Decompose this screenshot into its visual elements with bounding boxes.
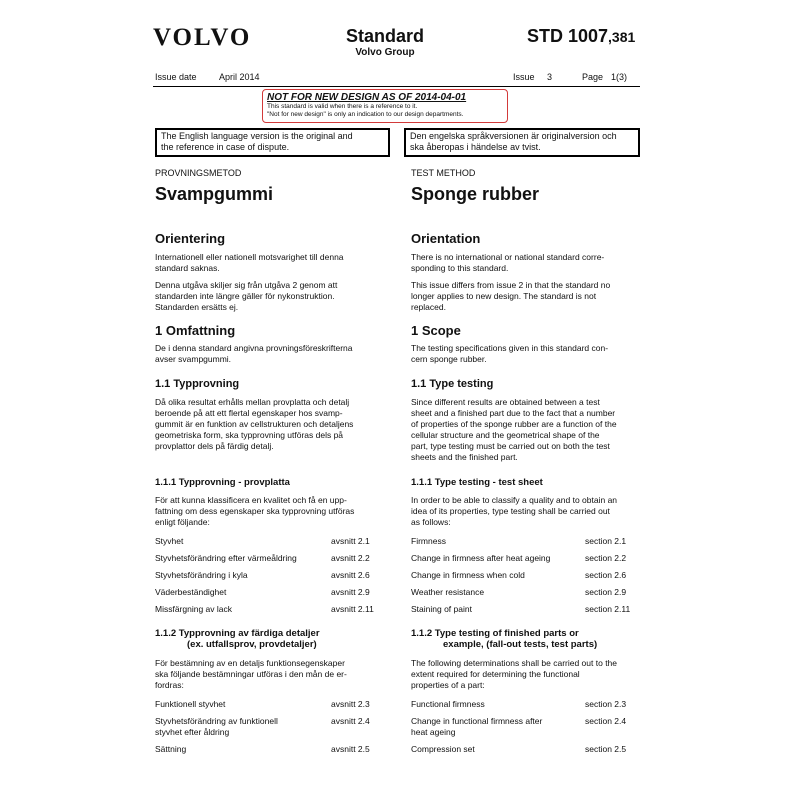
table-row-ref: avsnitt 2.11 [331,604,374,614]
sv-finished-parts-heading: 1.1.2 Typprovning av färdiga detaljer (ex. utfallsprov, provdetaljer) [155,628,320,650]
table-row-label: Missfärgning av lack [155,604,233,614]
sv-type-testing-text: Då olika resultat erhålls mellan provplatta och detalj beroende på att ett flertal egenskaper hos svamp- gummit är en funktion av cellstrukturen och detaljens geometriska form, ska typprovning utföras dels på provplattor dels på färdig detalj. [155,397,354,451]
en-title: Sponge rubber [411,184,540,204]
table-row-ref: section 2.6 [585,570,627,580]
table-row-ref: section 2.11 [585,604,631,614]
table-row-ref: section 2.4 [585,716,627,726]
table-row-label: Styvhetsförändring i kyla [155,570,248,580]
sv-scope-heading: 1 Omfattning [155,323,236,338]
language-note-line: The English language version is the original and [161,131,353,141]
standard-number: STD 1007,381 [527,26,636,46]
en-scope-text: The testing specifications given in this standard con- cern sponge rubber. [411,343,609,364]
table-row-label: Functional firmness [411,699,485,709]
table-row-label: Staining of paint [411,604,472,614]
table-row-ref: section 2.2 [585,553,627,563]
doc-type-title: Standard [345,26,424,46]
language-note-english [155,128,390,157]
table-row-label: Firmness [411,536,446,546]
table-row-ref: avsnitt 2.9 [331,587,370,597]
table-row-ref: section 2.9 [585,587,627,597]
en-finished-parts-text: The following determinations shall be carried out to the extent required for determining the functional properties of a part: [411,658,618,690]
table-row-label: Change in firmness after heat ageing [411,553,551,563]
not-for-new-design-notice [262,89,508,123]
sv-finished-parts-text: För bestämning av en detaljs funktionsegenskaper ska följande bestämningar utföras i den mån de er- fordras: [155,658,347,690]
table-row-ref: section 2.1 [585,536,627,546]
standard-number-suffix: ,381 [608,29,636,45]
sv-orientation-p2: Denna utgåva skiljer sig från utgåva 2 genom att standarden inte längre gäller för nykonstruktion. Standarden ersätts ej. [155,280,338,312]
table-row-ref: avsnitt 2.1 [331,536,370,546]
sv-orientation-p1: Internationell eller nationell motsvarighet till denna standard saknas. [155,252,344,273]
table-row-label: Styvhetsförändring av funktionell styvhet efter åldring [155,716,278,737]
en-kicker: TEST METHOD [411,168,476,178]
issue-date-label: Issue date [155,72,197,82]
doc-organization: Volvo Group [355,47,415,58]
table-row-ref: avsnitt 2.6 [331,570,370,580]
language-note-line: Den engelska språkversionen är originalversion och [410,131,617,141]
table-row-label: Change in functional firmness after heat ageing [411,716,543,737]
en-orientation-heading: Orientation [411,231,481,246]
notice-line: "Not for new design" is only an indication to our design departments. [267,110,464,118]
table-row-ref: section 2.3 [585,699,627,709]
table-row-ref: section 2.5 [585,744,627,754]
notice-line: This standard is valid when there is a reference to it. [267,103,418,110]
table-row-ref: avsnitt 2.5 [331,744,370,754]
table-row-label: Compression set [411,744,475,754]
sv-test-sheet-heading: 1.1.1 Typprovning - provplatta [155,477,290,488]
en-finished-parts-heading: 1.1.2 Type testing of finished parts or example, (fall-out tests, test parts) [411,628,598,650]
sv-kicker: PROVNINGSMETOD [155,168,242,178]
issue-value: 3 [547,72,553,82]
sv-orientation-heading: Orientering [155,231,226,246]
table-row-label: Weather resistance [411,587,485,597]
sv-scope-text: De i denna standard angivna provningsföreskrifterna avser svampgummi. [155,343,353,364]
table-row-label: Väderbeständighet [155,587,227,597]
en-test-sheet-text: In order to be able to classify a quality and to obtain an idea of its properties, type testing shall be carried out as follows: [411,495,618,527]
table-row-ref: avsnitt 2.4 [331,716,370,726]
table-row-label: Sättning [155,744,187,754]
language-note-line: ska åberopas i händelse av tvist. [410,142,541,152]
en-type-testing-heading: 1.1 Type testing [411,378,494,390]
en-orientation-p2: This issue differs from issue 2 in that the standard no longer applies to new design. The standard is not replaced. [411,280,611,312]
en-type-testing-text: Since different results are obtained between a test sheet and a finished part due to the fact that a number of properties of the sponge rubber are a function of the cellular structure and the geometrical shape of the part, type testing must be carried out on both the test sheets and the finished part. [411,397,617,462]
sv-test-sheet-text: För att kunna klassificera en kvalitet och få en upp- fattning om dess egenskaper ska typprovning utföras enligt följande: [155,495,355,527]
header-divider [153,86,640,87]
table-row-label: Funktionell styvhet [155,699,226,709]
sv-title: Svampgummi [155,184,274,204]
table-row-label: Change in firmness when cold [411,570,525,580]
language-note-swedish [404,128,640,157]
en-test-sheet-heading: 1.1.1 Type testing - test sheet [411,477,543,488]
issue-label: Issue [513,72,535,82]
language-note-line: the reference in case of dispute. [161,142,290,152]
table-row-label: Styvhetsförändring efter värmeåldring [155,553,297,563]
page-label: Page [582,72,604,82]
page-value: 1(3) [611,72,628,82]
issue-date-value: April 2014 [219,72,260,82]
volvo-logo: VOLVO [153,24,252,51]
en-scope-heading: 1 Scope [411,323,461,338]
en-orientation-p1: There is no international or national standard corre- sponding to this standard. [411,252,605,273]
sv-type-testing-heading: 1.1 Typprovning [155,378,240,390]
table-row-label: Styvhet [155,536,184,546]
table-row-ref: avsnitt 2.3 [331,699,370,709]
notice-heading: NOT FOR NEW DESIGN AS OF 2014-04-01 [267,92,467,103]
table-row-ref: avsnitt 2.2 [331,553,370,563]
